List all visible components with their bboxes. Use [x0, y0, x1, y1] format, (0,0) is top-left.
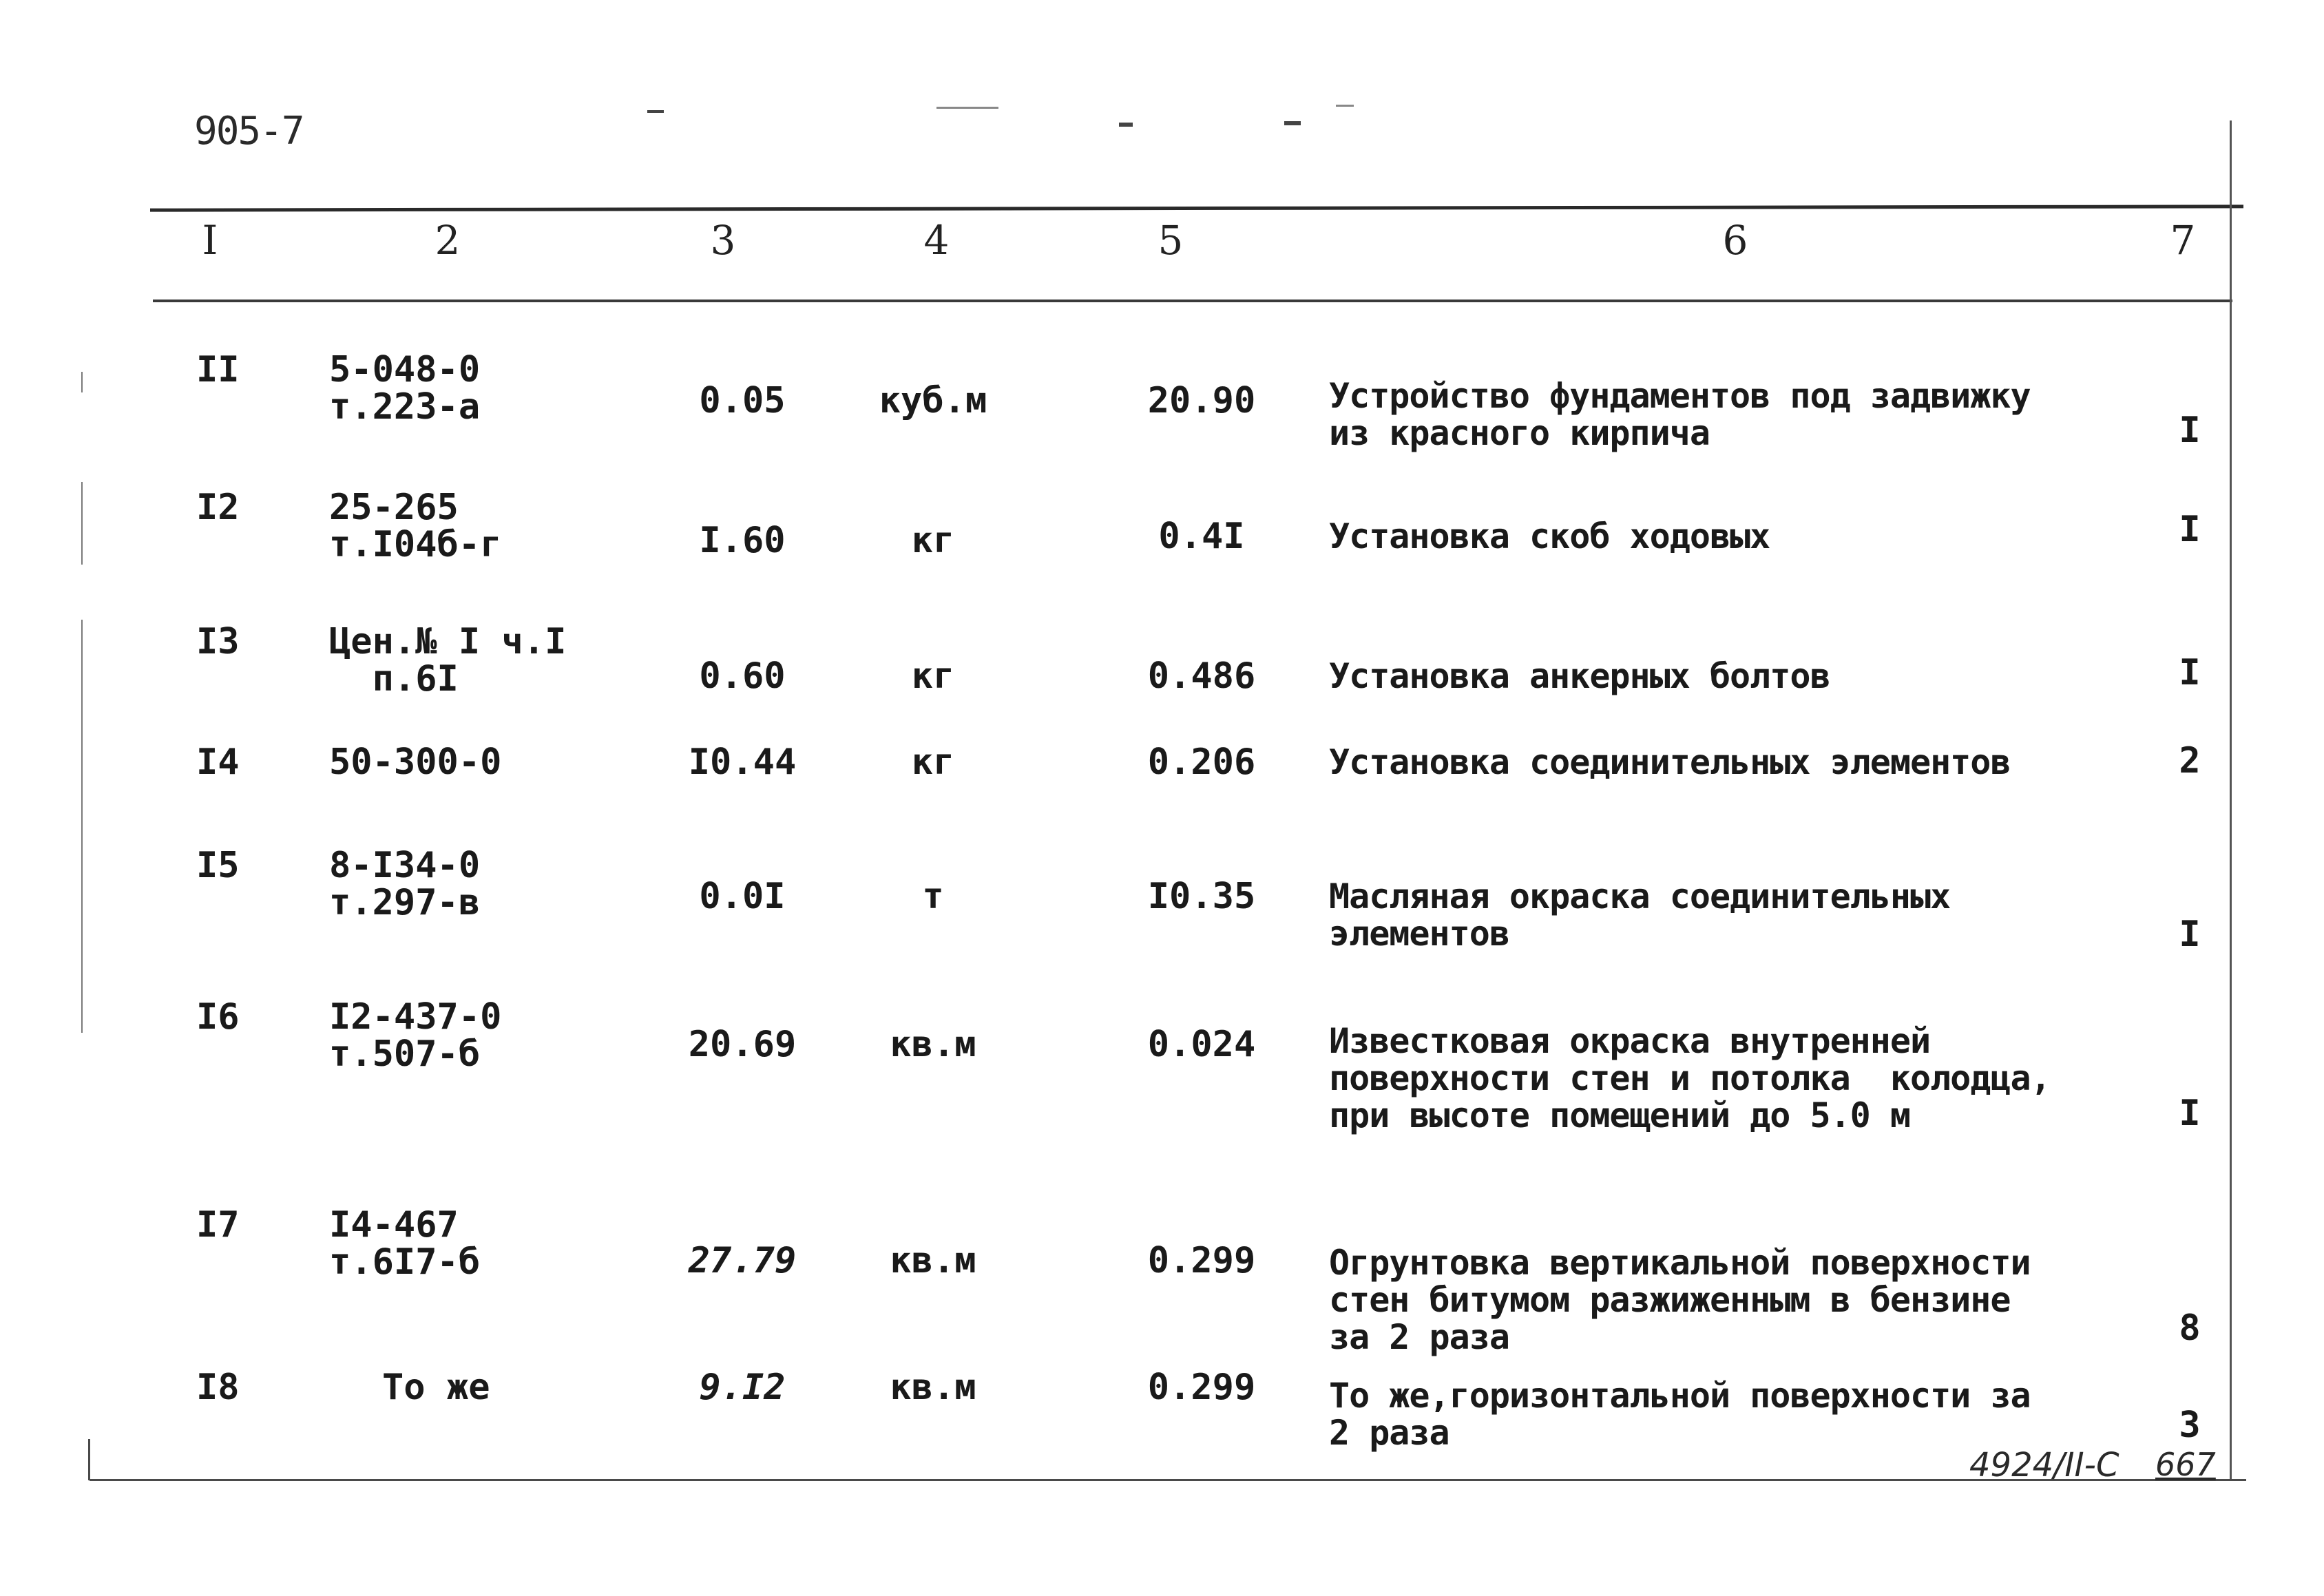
row-unit: кв.м — [890, 1024, 976, 1065]
row-number: I6 — [196, 996, 240, 1038]
row-price: 20.90 — [1147, 380, 1256, 421]
row-number: I8 — [196, 1367, 240, 1408]
footer-document-code: 4924/ІІ-С — [1969, 1446, 2119, 1484]
row-price: I0.35 — [1147, 876, 1256, 917]
row-unit: кв.м — [890, 1367, 976, 1408]
row-code: 25-265 т.I04б-г — [329, 487, 502, 565]
table-top-rule — [150, 204, 2243, 211]
scan-speck — [1336, 105, 1354, 107]
row-number: II — [196, 349, 240, 390]
row-quantity: I0.44 — [688, 742, 797, 783]
row-description: Установка скоб ходовых — [1329, 516, 1770, 556]
row-code: 50-300-0 — [329, 742, 502, 783]
row-price: 0.299 — [1147, 1240, 1256, 1281]
row-description: Масляная окраска соединительных элементов — [1329, 876, 1951, 954]
row-unit: кв.м — [890, 1240, 976, 1281]
row-quantity: 0.05 — [699, 380, 786, 421]
row-description: Устройство фундаментов под задвижку из красного кирпича — [1329, 376, 2031, 453]
row-unit: куб.м — [879, 380, 987, 421]
row-quantity: 0.0I — [699, 876, 786, 917]
row-description: Установка соединительных элементов — [1329, 742, 2011, 782]
row-quantity: I.60 — [699, 520, 786, 561]
page-number: 667 — [2155, 1446, 2216, 1483]
scan-speck — [647, 110, 664, 113]
row-price: 0.4I — [1158, 516, 1245, 557]
row-code: I2-437-0 т.507-б — [329, 996, 502, 1075]
column-header-3: 3 — [710, 217, 736, 264]
column-header-4: 4 — [923, 217, 950, 264]
row-quantity: 20.69 — [688, 1024, 797, 1065]
row-unit: кг — [911, 520, 955, 561]
margin-tick — [81, 620, 83, 1033]
row-number: I3 — [196, 621, 240, 662]
row-code: Цен.№ I ч.I п.6I — [329, 621, 567, 700]
row-count: I — [2179, 509, 2201, 550]
scan-speck — [1119, 123, 1133, 127]
row-quantity: 0.60 — [699, 655, 786, 697]
row-price: 0.206 — [1147, 742, 1256, 783]
row-count: I — [2179, 914, 2201, 955]
margin-tick — [81, 482, 83, 565]
column-header-2: 2 — [435, 217, 461, 264]
row-unit: т — [922, 876, 944, 917]
row-price: 0.486 — [1147, 655, 1256, 697]
row-description: Огрунтовка вертикальной поверхности стен битумом разжиженным в бензине за 2 раза — [1329, 1243, 2031, 1357]
scan-speck — [936, 107, 998, 109]
row-count: 3 — [2179, 1405, 2201, 1446]
row-count: 8 — [2179, 1308, 2201, 1349]
row-code: 8-I34-0 т.297-в — [329, 845, 481, 923]
row-description: Известковая окраска внутренней поверхности стен и потолка колодца, при высоте помещений до 5.0 м — [1329, 1021, 2051, 1135]
column-header-6: 6 — [1722, 217, 1748, 264]
column-header-5: 5 — [1158, 217, 1184, 264]
row-number: I4 — [196, 742, 240, 783]
row-code: То же — [382, 1367, 490, 1408]
scan-speck — [1284, 121, 1301, 125]
row-quantity: 27.79 — [688, 1240, 797, 1281]
header-bottom-rule — [153, 300, 2232, 302]
table-bottom-rule — [90, 1479, 2246, 1481]
row-price: 0.299 — [1147, 1367, 1256, 1408]
row-count: I — [2179, 652, 2201, 693]
row-price: 0.024 — [1147, 1024, 1256, 1065]
margin-tick — [81, 372, 83, 392]
row-number: I7 — [196, 1204, 240, 1246]
table-left-rule — [88, 1439, 90, 1480]
row-unit: кг — [911, 742, 955, 783]
column-header-7: 7 — [2170, 217, 2196, 264]
row-count: I — [2179, 410, 2201, 451]
row-quantity: 9.I2 — [699, 1367, 786, 1408]
row-code: I4-467 т.6I7-б — [329, 1204, 481, 1283]
row-unit: кг — [911, 655, 955, 697]
row-description: То же,горизонтальной поверхности за 2 раза — [1329, 1376, 2031, 1453]
column-header-1: I — [202, 217, 218, 264]
row-count: I — [2179, 1093, 2201, 1134]
row-number: I5 — [196, 845, 240, 886]
row-number: I2 — [196, 487, 240, 528]
row-description: Установка анкерных болтов — [1329, 656, 1830, 696]
table-right-rule — [2230, 120, 2232, 1480]
row-count: 2 — [2179, 740, 2201, 781]
document-code: 905-7 — [194, 109, 304, 154]
row-code: 5-048-0 т.223-а — [329, 349, 481, 428]
